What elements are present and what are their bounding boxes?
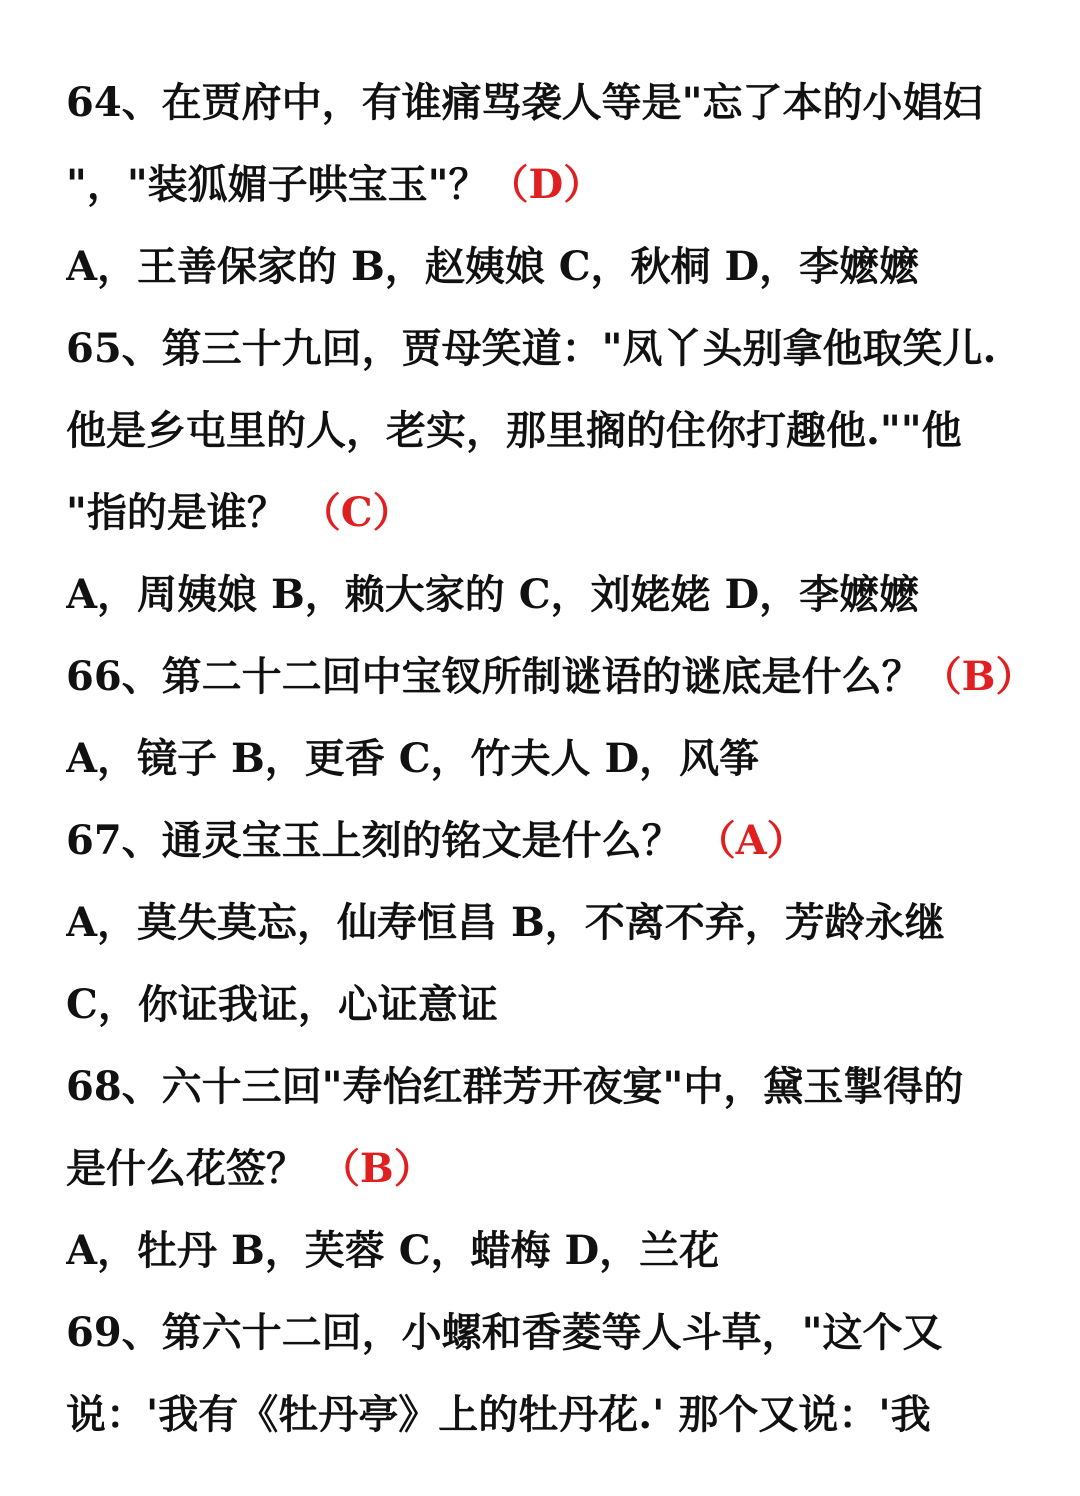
line-text: C，你证我证，心证意证 (66, 981, 498, 1028)
text-line (66, 390, 1056, 472)
line-text: A，莫失莫忘，仙寿恒昌 B，不离不弃，芳龄永继 (66, 899, 945, 946)
line-text: 是什么花签？ (66, 1145, 320, 1192)
line-text: 64、在贾府中，有谁痛骂袭人等是"忘了本的小娼妇 (66, 79, 983, 126)
line-text: 65、第三十九回，贾母笑道："凤丫头别拿他取笑儿. (66, 325, 997, 372)
text-line (66, 800, 1056, 882)
line-text: 他是乡屯里的人，老实，那里搁的住你打趣他.""他 (66, 407, 962, 454)
answer-label: （A） (695, 817, 807, 864)
text-line (66, 1046, 1056, 1128)
text-line (66, 144, 1056, 226)
line-text: 69、第六十二回，小螺和香菱等人斗草，"这个又 (66, 1309, 943, 1356)
answer-label: （B） (921, 653, 1036, 700)
text-line (66, 308, 1056, 390)
line-text: "，"装狐媚子哄宝玉"？ (66, 161, 489, 208)
line-text: 67、通灵宝玉上刻的铭文是什么？ (66, 817, 696, 864)
line-text: A，周姨娘 B，赖大家的 C，刘姥姥 D，李嬷嬷 (66, 571, 920, 618)
options-line (66, 882, 1056, 964)
text-line (66, 1374, 1056, 1456)
options-line (66, 718, 1056, 800)
line-text: "指的是谁？ (66, 489, 301, 536)
text-line (66, 636, 1056, 718)
line-text: A，牡丹 B，芙蓉 C，蜡梅 D，兰花 (66, 1227, 720, 1274)
answer-label: （B） (319, 1145, 434, 1192)
answer-label: （D） (488, 161, 604, 208)
text-line (66, 62, 1056, 144)
line-text: 说：'我有《牡丹亭》上的牡丹花.' 那个又说：'我 (66, 1391, 931, 1438)
text-line (66, 1292, 1056, 1374)
answer-label: （C） (300, 489, 413, 536)
line-text: 66、第二十二回中宝钗所制谜语的谜底是什么？ (66, 653, 922, 700)
line-text: 68、六十三回"寿怡红群芳开夜宴"中，黛玉掣得的 (66, 1063, 964, 1110)
options-line (66, 554, 1056, 636)
options-line (66, 226, 1056, 308)
options-line (66, 1210, 1056, 1292)
text-line (66, 1128, 1056, 1210)
line-text: A，王善保家的 B，赵姨娘 C，秋桐 D，李嬷嬷 (66, 243, 920, 290)
line-text: A，镜子 B，更香 C，竹夫人 D，风筝 (66, 735, 760, 782)
text-line (66, 472, 1056, 554)
quiz-document (66, 62, 1056, 1456)
options-line (66, 964, 1056, 1046)
